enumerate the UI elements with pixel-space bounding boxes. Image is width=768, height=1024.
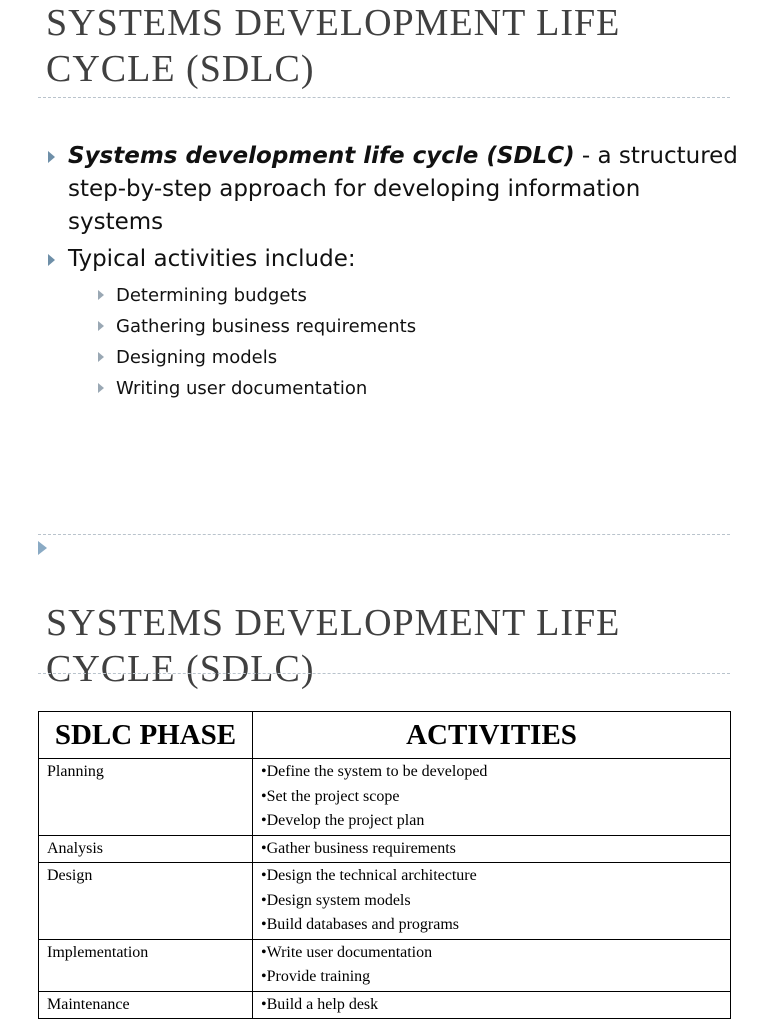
activity-line: •Build a help desk: [261, 995, 379, 1013]
activity-line: •Write user documentation: [261, 943, 433, 961]
table-header-row: [39, 712, 731, 759]
activity-line: •Build databases and programs: [261, 916, 459, 933]
activities-sublist: [48, 280, 738, 404]
title-divider: [38, 97, 730, 98]
sub-bullet-arrow-icon: [98, 290, 104, 300]
slide2-title: SYSTEMS DEVELOPMENT LIFE CYCLE (SDLC): [46, 602, 621, 690]
sub-bullet-arrow-icon: [98, 352, 104, 362]
bullet-definition: [48, 140, 738, 239]
phase-cell: Implementation: [39, 939, 253, 991]
bullet-arrow-icon: [48, 151, 55, 163]
activity-text: Determining budgets: [116, 285, 307, 306]
bullet-arrow-icon: [48, 254, 55, 266]
activity-line: •Design the technical architecture: [261, 867, 477, 884]
activities-cell: [253, 863, 731, 940]
activity-line: •Provide training: [261, 968, 371, 985]
activity-text: Gathering business requirements: [116, 316, 417, 337]
list-item: [48, 311, 738, 342]
activity-line: •Define the system to be developed: [261, 763, 488, 780]
table-row: [39, 863, 731, 940]
sdlc-phase-table: [38, 711, 731, 1019]
activity-text: Designing models: [116, 347, 278, 368]
header-sdlc-phase: SDLC PHASE: [39, 712, 253, 759]
sub-bullet-arrow-icon: [98, 321, 104, 331]
activity-text: Writing user documentation: [116, 378, 368, 399]
slide1-title: SYSTEMS DEVELOPMENT LIFE CYCLE (SDLC): [46, 2, 621, 90]
list-item: [48, 280, 738, 311]
activity-line: •Develop the project plan: [261, 812, 425, 829]
list-item: [48, 342, 738, 373]
phase-cell: Design: [39, 863, 253, 940]
activities-cell: [253, 835, 731, 863]
slide-footer-arrow-icon: [38, 541, 47, 555]
activities-cell: [253, 759, 731, 836]
phase-cell: Maintenance: [39, 991, 253, 1019]
list-item: [48, 373, 738, 404]
slide1-bullet-list: [48, 140, 738, 404]
phase-cell: Analysis: [39, 835, 253, 863]
title-divider: [38, 673, 730, 674]
activities-intro-text: Typical activities include:: [68, 246, 356, 272]
table-row: [39, 939, 731, 991]
activities-cell: [253, 991, 731, 1019]
activities-cell: [253, 939, 731, 991]
sub-bullet-arrow-icon: [98, 383, 104, 393]
slide-footer-divider: [38, 534, 730, 535]
definition-term: Systems development life cycle (SDLC): [68, 143, 575, 169]
table-row: [39, 991, 731, 1019]
table-row: [39, 835, 731, 863]
activity-line: •Design system models: [261, 891, 411, 909]
header-activities: ACTIVITIES: [253, 712, 731, 759]
phase-cell: Planning: [39, 759, 253, 836]
table-row: [39, 759, 731, 836]
definition-text: - a structured step-by-step approach for developing information systems: [68, 143, 738, 235]
activity-line: •Set the project scope: [261, 787, 400, 805]
bullet-activities-intro: [48, 243, 738, 276]
activity-line: •Gather business requirements: [261, 839, 456, 857]
